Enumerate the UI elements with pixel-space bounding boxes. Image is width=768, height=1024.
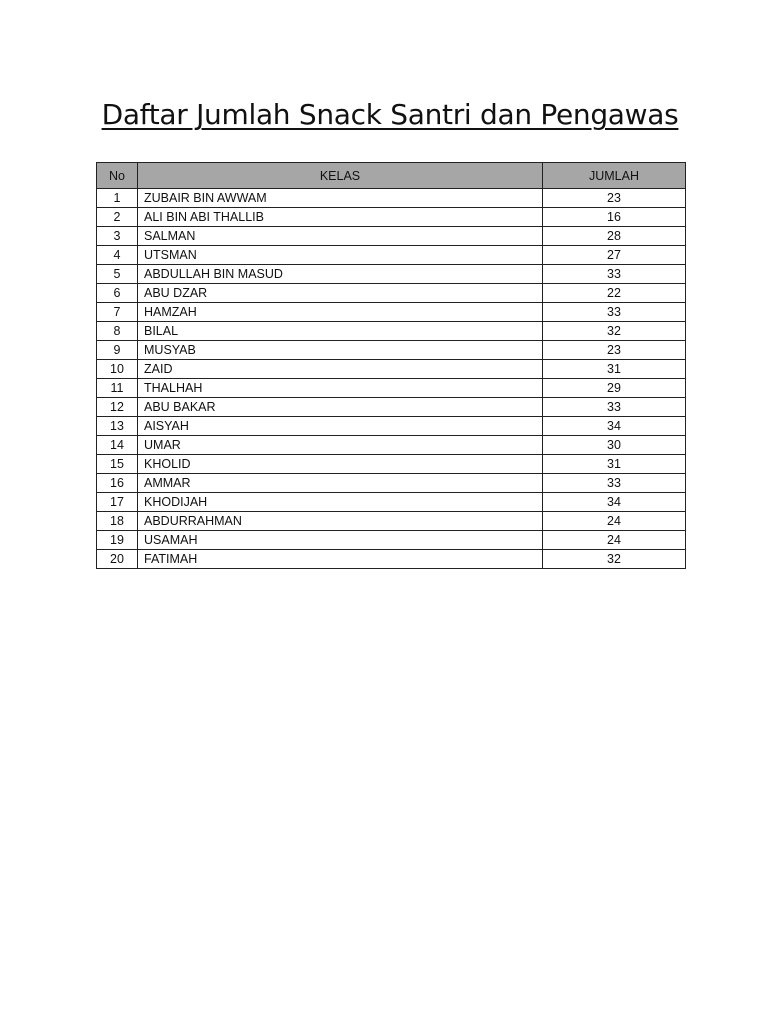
snack-count-cell: 16 [543,208,686,227]
class-name-cell: AISYAH [138,417,543,436]
row-number-cell: 14 [97,436,138,455]
snack-count-cell: 28 [543,227,686,246]
document-title: Daftar Jumlah Snack Santri dan Pengawas [101,98,679,131]
row-number-cell: 3 [97,227,138,246]
row-number-cell: 10 [97,360,138,379]
snack-count-cell: 33 [543,265,686,284]
snack-count-cell: 33 [543,398,686,417]
table-row [97,322,686,341]
table-row [97,398,686,417]
snack-count-cell: 31 [543,360,686,379]
row-number-cell: 20 [97,550,138,569]
class-name-cell: BILAL [138,322,543,341]
table-row [97,455,686,474]
snack-count-cell: 34 [543,493,686,512]
class-name-cell: ABU BAKAR [138,398,543,417]
snack-count-cell: 34 [543,417,686,436]
table-body [97,189,686,569]
class-name-cell: HAMZAH [138,303,543,322]
class-name-cell: MUSYAB [138,341,543,360]
class-name-cell: ZUBAIR BIN AWWAM [138,189,543,208]
row-number-cell: 8 [97,322,138,341]
table-row [97,493,686,512]
snack-count-cell: 22 [543,284,686,303]
row-number-cell: 18 [97,512,138,531]
row-number-cell: 5 [97,265,138,284]
table-row [97,360,686,379]
row-number-cell: 4 [97,246,138,265]
table-row [97,189,686,208]
snack-count-cell: 30 [543,436,686,455]
row-number-cell: 13 [97,417,138,436]
column-header-kelas: KELAS [138,163,543,189]
snack-count-cell: 24 [543,512,686,531]
table-row [97,284,686,303]
class-name-cell: UMAR [138,436,543,455]
snack-count-cell: 24 [543,531,686,550]
snack-count-cell: 27 [543,246,686,265]
class-name-cell: KHOLID [138,455,543,474]
column-header-no: No [97,163,138,189]
snack-count-cell: 29 [543,379,686,398]
table-row [97,436,686,455]
snack-count-cell: 33 [543,303,686,322]
class-name-cell: USAMAH [138,531,543,550]
table-row [97,246,686,265]
table-row [97,417,686,436]
class-name-cell: ABDURRAHMAN [138,512,543,531]
row-number-cell: 2 [97,208,138,227]
table-row [97,341,686,360]
row-number-cell: 19 [97,531,138,550]
table-row [97,379,686,398]
row-number-cell: 15 [97,455,138,474]
table-row [97,550,686,569]
table-row [97,227,686,246]
class-name-cell: ABDULLAH BIN MASUD [138,265,543,284]
table-row [97,531,686,550]
row-number-cell: 11 [97,379,138,398]
row-number-cell: 12 [97,398,138,417]
class-name-cell: UTSMAN [138,246,543,265]
snack-count-cell: 32 [543,550,686,569]
table-row [97,208,686,227]
table-row [97,265,686,284]
row-number-cell: 17 [97,493,138,512]
row-number-cell: 1 [97,189,138,208]
table-row [97,512,686,531]
class-name-cell: ZAID [138,360,543,379]
row-number-cell: 7 [97,303,138,322]
class-name-cell: FATIMAH [138,550,543,569]
class-name-cell: KHODIJAH [138,493,543,512]
class-name-cell: THALHAH [138,379,543,398]
snack-count-table [96,162,686,569]
table-header-row [97,163,686,189]
snack-count-cell: 23 [543,341,686,360]
class-name-cell: AMMAR [138,474,543,493]
row-number-cell: 9 [97,341,138,360]
snack-count-cell: 23 [543,189,686,208]
class-name-cell: ABU DZAR [138,284,543,303]
snack-count-cell: 32 [543,322,686,341]
snack-count-cell: 33 [543,474,686,493]
class-name-cell: ALI BIN ABI THALLIB [138,208,543,227]
column-header-jumlah: JUMLAH [543,163,686,189]
row-number-cell: 16 [97,474,138,493]
class-name-cell: SALMAN [138,227,543,246]
snack-count-cell: 31 [543,455,686,474]
row-number-cell: 6 [97,284,138,303]
table-row [97,474,686,493]
table-row [97,303,686,322]
